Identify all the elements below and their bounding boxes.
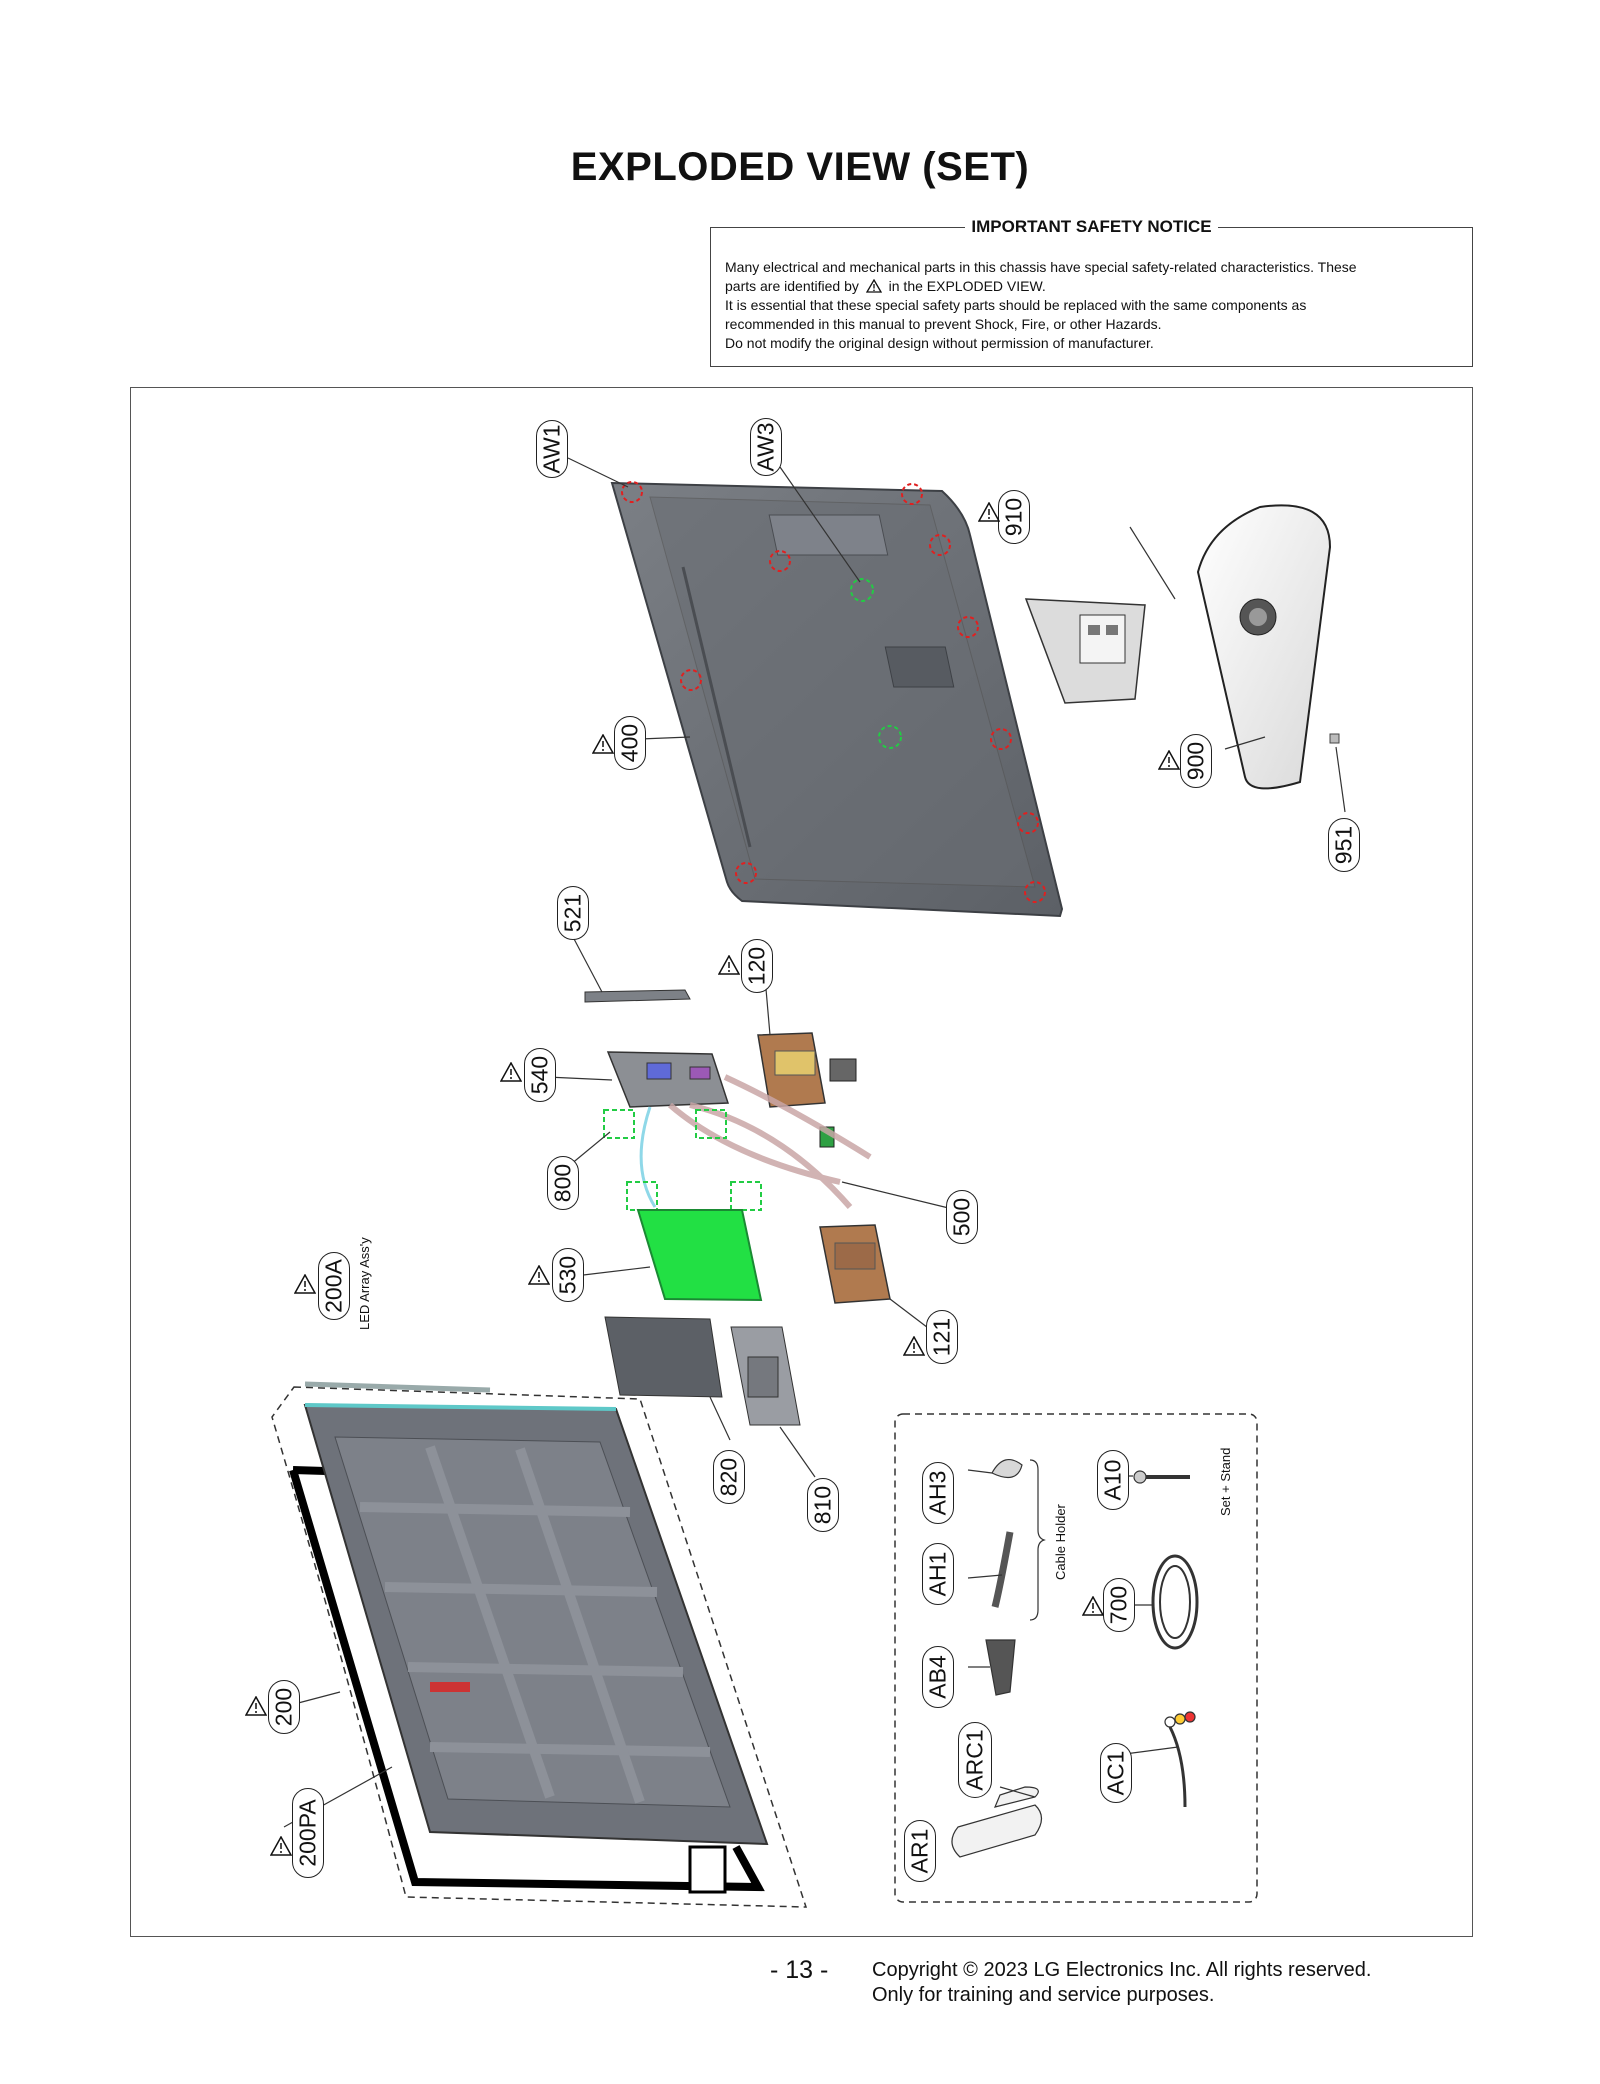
warning-triangle-icon [978, 502, 1000, 522]
notice-line-5: Do not modify the original design without permission of manufacturer. [725, 335, 1154, 351]
callout-820: 820 [713, 1450, 745, 1504]
clip-markers-800 [604, 1110, 761, 1210]
notice-line-4: recommended in this manual to prevent Shock, Fire, or other Hazards. [725, 316, 1162, 332]
accessories-drawing [952, 1460, 1197, 1857]
callout-951: 951 [1328, 818, 1360, 872]
callout-500: 500 [946, 1190, 978, 1244]
callout-aw3: AW3 [750, 418, 782, 476]
panel-200 [305, 1405, 767, 1844]
callout-aw1: AW1 [536, 420, 568, 478]
warning-triangle-icon [500, 1062, 522, 1082]
copyright-line-1: Copyright © 2023 LG Electronics Inc. All rights reserved. [872, 1959, 1372, 1981]
cable-holder-label: Cable Holder [1053, 1504, 1068, 1580]
callout-ah1: AH1 [922, 1543, 954, 1605]
cable-blue [641, 1107, 655, 1207]
callout-400: 400 [614, 716, 646, 770]
notice-line-2 [725, 277, 1458, 296]
callout-ab4: AB4 [922, 1646, 954, 1708]
callout-121: 121 [926, 1310, 958, 1364]
callout-ah3: AH3 [922, 1462, 954, 1524]
warning-triangle-icon [903, 1336, 925, 1356]
frame-corner-tab [690, 1847, 725, 1892]
page-number: - 13 - [770, 1956, 829, 1984]
led-array-label: LED Array Ass'y [357, 1237, 372, 1330]
callout-ar1: AR1 [904, 1820, 936, 1882]
callout-910: 910 [998, 490, 1030, 544]
warning-triangle-icon [528, 1265, 550, 1285]
page-title: EXPLODED VIEW (SET) [570, 145, 1030, 189]
warning-triangle-icon [1158, 750, 1180, 770]
notice-line-2b: in the EXPLODED VIEW. [888, 278, 1046, 294]
board-121 [820, 1225, 890, 1303]
safety-notice-body [725, 258, 1458, 353]
callout-120: 120 [741, 939, 773, 993]
warning-triangle-icon [245, 1696, 267, 1716]
safety-notice-heading: IMPORTANT SAFETY NOTICE [965, 217, 1217, 236]
led-array-200a [305, 1384, 490, 1390]
set-stand-label: Set + Stand [1218, 1447, 1233, 1516]
warning-triangle-icon [270, 1836, 292, 1856]
callout-540: 540 [524, 1048, 556, 1102]
main-board-540 [608, 1052, 728, 1107]
notice-line-2a: parts are identified by [725, 278, 859, 294]
copyright-notice [872, 1958, 1371, 2008]
warning-triangle-icon [866, 279, 882, 293]
cover-820 [605, 1317, 722, 1397]
part-951 [1330, 734, 1339, 743]
notice-line-1: Many electrical and mechanical parts in this chassis have special safety-related characteristics. These [725, 259, 1357, 275]
module-530 [638, 1210, 761, 1300]
callout-a10: A10 [1097, 1450, 1129, 1510]
copyright-line-2: Only for training and service purposes. [872, 1984, 1215, 2006]
callout-700: 700 [1103, 1578, 1135, 1632]
warning-triangle-icon [1082, 1596, 1104, 1616]
safety-notice-box [710, 217, 1473, 367]
callout-ac1: AC1 [1100, 1743, 1132, 1803]
bracket-810 [731, 1327, 800, 1425]
board-120 [758, 1033, 856, 1107]
callout-900: 900 [1180, 734, 1212, 788]
callout-800: 800 [547, 1156, 579, 1210]
warning-triangle-icon [718, 955, 740, 975]
stand-base-900 [1198, 505, 1330, 788]
bracket-521 [585, 990, 690, 1002]
callout-arc1: ARC1 [958, 1722, 992, 1798]
callout-521: 521 [557, 886, 589, 940]
stand-body-910 [1026, 599, 1145, 703]
callout-200a: 200A [318, 1252, 350, 1320]
warning-triangle-icon [294, 1274, 316, 1294]
callout-810: 810 [807, 1478, 839, 1532]
notice-line-3: It is essential that these special safety parts should be replaced with the same components as [725, 297, 1307, 313]
callout-200pa: 200PA [292, 1788, 324, 1878]
warning-triangle-icon [592, 734, 614, 754]
callout-200: 200 [268, 1680, 300, 1734]
callout-530: 530 [552, 1248, 584, 1302]
exploded-view-drawing [130, 387, 1473, 1937]
